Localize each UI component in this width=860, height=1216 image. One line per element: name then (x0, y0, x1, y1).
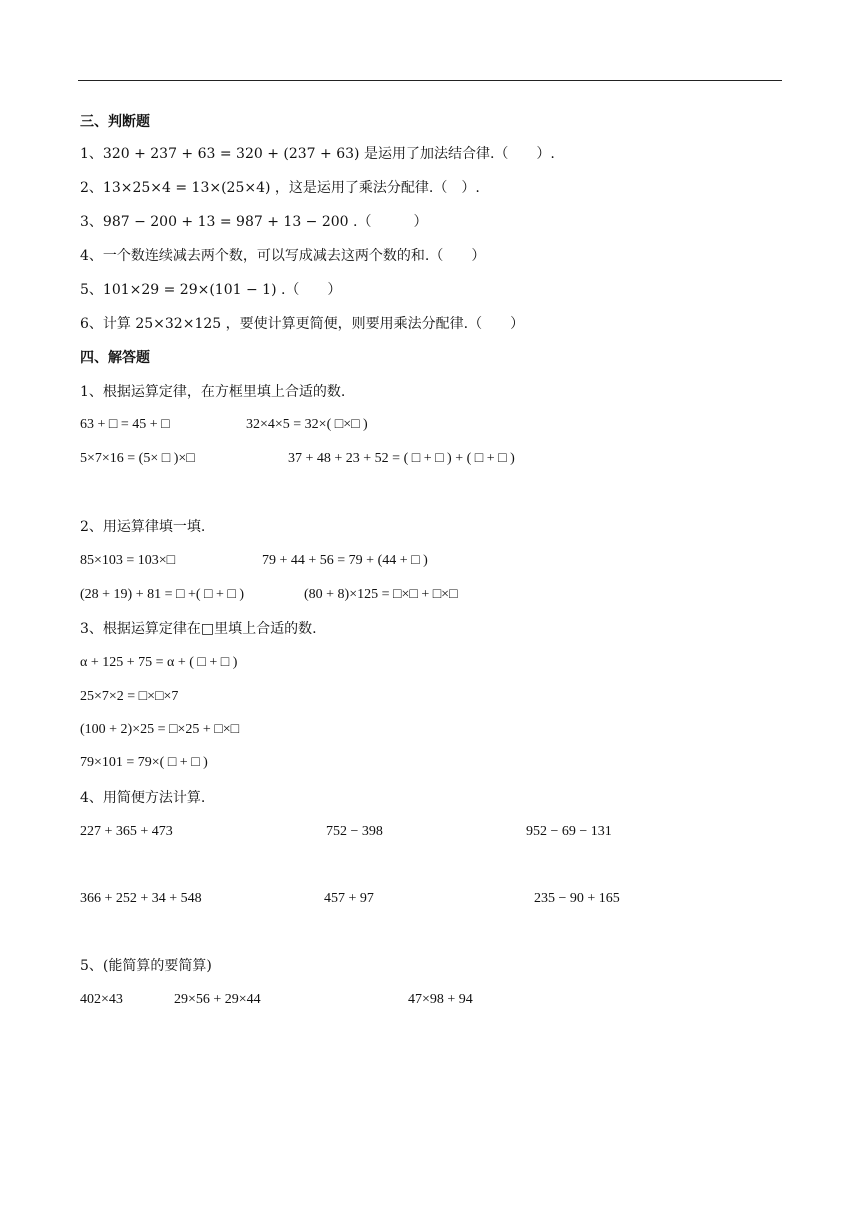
q4-expr-3: 952 − 69 − 131 (526, 824, 612, 839)
q2-prompt: 2、用运算律填一填. (80, 519, 206, 535)
q5-expr-1: 402×43 (80, 992, 123, 1007)
q3-prompt: 3、根据运算定律在□里填上合适的数. (80, 621, 317, 637)
judgement-item-4: 4、一个数连续减去两个数，可以写成减去这两个数的和.（ ） (80, 248, 486, 264)
judgement-item-6: 6、计算 25×32×125 ，要使计算更简便，则要用乘法分配律.（ ） (80, 316, 525, 332)
judgement-item-5: 5、101×29 = 29×(101 − 1) .（ ） (80, 282, 342, 298)
header-rule (78, 80, 782, 81)
q4-expr-6: 235 − 90 + 165 (534, 891, 620, 906)
q4-expr-1: 227 + 365 + 473 (80, 824, 173, 839)
q2-expr-1: 85×103 = 103×□ (80, 553, 176, 568)
judgement-item-1: 1、320 + 237 + 63 = 320 + (237 + 63) 是运用了加法结合律.（ ）. (80, 146, 555, 162)
q3-expr-2: 25×7×2 = □×□×7 (80, 689, 179, 704)
q1-expr-2: 32×4×5 = 32×( □×□ ) (246, 417, 368, 432)
q2-expr-4: (80 + 8)×125 = □×□ + □×□ (304, 587, 458, 602)
judgement-item-2: 2、13×25×4 = 13×(25×4) ，这是运用了乘法分配律.（ ）. (80, 180, 480, 196)
section3-title: 三、判断题 (80, 114, 150, 130)
q4-expr-5: 457 + 97 (324, 891, 374, 906)
q5-prompt: 5、(能简算的要简算) (80, 958, 212, 974)
q2-expr-2: 79 + 44 + 56 = 79 + (44 + □ ) (262, 553, 428, 568)
section4-title: 四、解答题 (80, 350, 150, 366)
q2-expr-3: (28 + 19) + 81 = □ +( □ + □ ) (80, 587, 244, 602)
q4-expr-4: 366 + 252 + 34 + 548 (80, 891, 202, 906)
q1-expr-1: 63 + □ = 45 + □ (80, 417, 170, 432)
q5-expr-3: 47×98 + 94 (408, 992, 473, 1007)
q1-expr-4: 37 + 48 + 23 + 52 = ( □ + □ ) + ( □ + □ ) (288, 451, 515, 466)
q1-expr-3: 5×7×16 = (5× □ )×□ (80, 451, 195, 466)
q4-expr-2: 752 − 398 (326, 824, 383, 839)
q3-expr-1: α + 125 + 75 = α + ( □ + □ ) (80, 655, 238, 670)
judgement-item-3: 3、987 − 200 + 13 = 987 + 13 − 200 .（ ） (80, 214, 428, 230)
q4-prompt: 4、用简便方法计算. (80, 790, 206, 806)
q3-expr-4: 79×101 = 79×( □ + □ ) (80, 755, 208, 770)
q3-expr-3: (100 + 2)×25 = □×25 + □×□ (80, 722, 240, 737)
q5-expr-2: 29×56 + 29×44 (174, 992, 261, 1007)
q1-prompt: 1、根据运算定律，在方框里填上合适的数. (80, 384, 346, 400)
